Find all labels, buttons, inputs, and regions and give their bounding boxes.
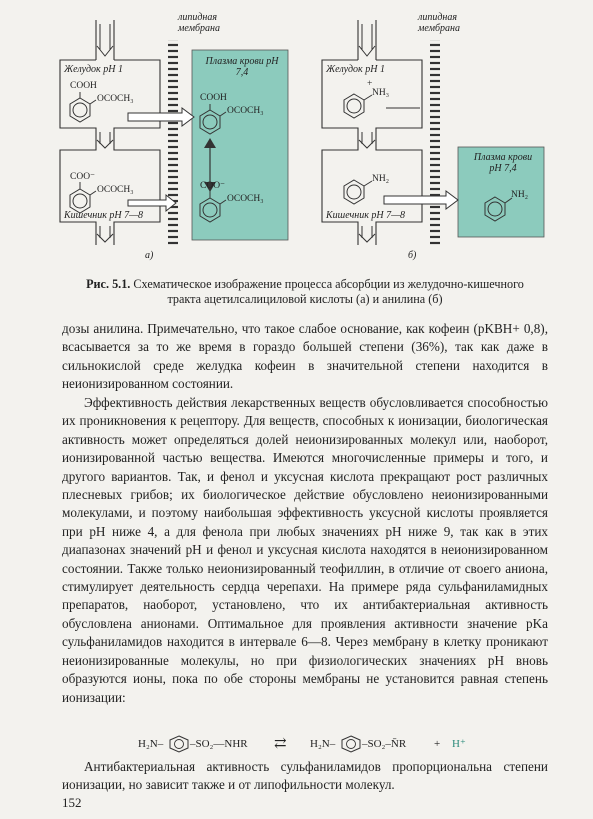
chem-charge-plus: + xyxy=(367,79,373,89)
absorb-arrow-right xyxy=(384,191,458,209)
eq-right-ring xyxy=(340,735,362,753)
chem-nh3-stomach: NH₃ xyxy=(372,88,390,98)
eq-left-ring xyxy=(168,735,190,753)
eq-plus: + xyxy=(434,738,441,750)
paragraph-1: дозы анилина. Примечательно, что такое слабое основание, как кофеин (pKBH+ 0,8), всасывается за то же время в гораздо большей степени (36%), так как даже в сильнокислой среде желудка кофеин в значительной степени находится в неионизированном состоянии. xyxy=(62,321,548,392)
membrane-label-right: липидная мембрана xyxy=(418,12,460,34)
panel-label-a: а) xyxy=(145,250,154,261)
eq-right-amine: H₂N– xyxy=(310,738,336,750)
chem-ococh3-stomach: OCOCH₃ xyxy=(97,94,134,104)
stomach-label-right: Желудок pH 1 xyxy=(326,64,385,75)
eq-arrows: ⇄ xyxy=(274,736,287,752)
chem-coo-intestine: COO⁻ xyxy=(70,172,96,182)
chem-cooh-stomach: COOH xyxy=(70,81,97,91)
membrane-label-left: липидная мембрана xyxy=(178,12,220,34)
eq-right-group: –SO₂–N̄R xyxy=(362,738,407,750)
membrane-left xyxy=(168,40,178,245)
plasma-label-left: Плазма крови pH 7,4 xyxy=(205,56,279,78)
stomach-label-left: Желудок pH 1 xyxy=(64,64,123,75)
eq-proton: H⁺ xyxy=(452,738,466,750)
chem-ococh3-plasma: OCOCH₃ xyxy=(227,106,264,116)
paragraph-2: Эффективность действия лекарственных веществ обусловливается способностью их проникновения к рецептору. Для веществ, способных к ионизации, биологическая активность может определяться долей неионизированных молекул или, наоборот, ионизированной частью вещества. Имеются многочисленные примеры и того, и другого вариантов. Так, и фенол и уксусная кислота прекращают рост различных плесневых грибов; их биологическое действие обусловлено неионизированными молекулами, и поэтому наибольшая эффективность уксусной кислоты проявляется при pH ниже 4, а для фенола при любых значениях pH ниже 9, так как в этих диапазонах значений pH и фенол и уксусная кислота находятся в неионизированном состоянии. Также только неионизированный теофиллин, в отличие от своего аниона, стимулирует деятельность сердца черепахи. На примере ряда сульфаниламидных препаратов, наоборот, установлено, что их антибактериальная активность обусловлена анионами. Оптимальное для проявления активности значение pKa сульфаниламидов находится в интервале 6—8. Через мембрану в клетку проникают неионизированные молекулы, но при физиологических значениях pH вновь образуются ионы, пока по обе стороны мембраны не установится равная степень ионизации: xyxy=(62,395,548,705)
caption-text: Схематическое изображение процесса абсорбции из желудочно-кишечного тракта ацетилсалициловой кислоты (а) и анилина (б) xyxy=(133,277,524,306)
chem-nh2-plasma: NH₂ xyxy=(511,190,529,200)
absorb-arrow-left xyxy=(128,108,194,126)
plasma-label-right: Плазма крови pH 7,4 xyxy=(473,152,533,174)
membrane-right xyxy=(430,40,440,245)
figure-5-1 xyxy=(0,0,593,265)
figure-drawing xyxy=(0,0,593,265)
chem-nh2-intestine: NH₂ xyxy=(372,174,390,184)
intestine-label-right: Кишечник pH 7—8 xyxy=(326,210,406,221)
chem-ococh3-plasma-2: OCOCH₃ xyxy=(227,194,264,204)
ionization-equation xyxy=(138,733,508,755)
intestine-label-left: Кишечник pH 7—8 xyxy=(64,210,144,221)
chem-cooh-plasma: COOH xyxy=(200,93,227,103)
eq-left-amine: H₂N– xyxy=(138,738,164,750)
paragraph-3: Антибактериальная активность сульфаниламидов пропорциональна степени ионизации, но зависит также и от липофильности молекул. xyxy=(62,759,548,793)
chem-ococh3-intestine: OCOCH₃ xyxy=(97,185,134,195)
panel-label-b: б) xyxy=(408,250,417,261)
chem-coo-plasma: COO⁻ xyxy=(200,181,226,191)
figure-caption xyxy=(70,277,540,307)
eq-left-group: –SO₂—NHR xyxy=(190,738,248,750)
caption-label: Рис. 5.1. xyxy=(86,277,131,291)
page-number: 152 xyxy=(62,795,82,810)
